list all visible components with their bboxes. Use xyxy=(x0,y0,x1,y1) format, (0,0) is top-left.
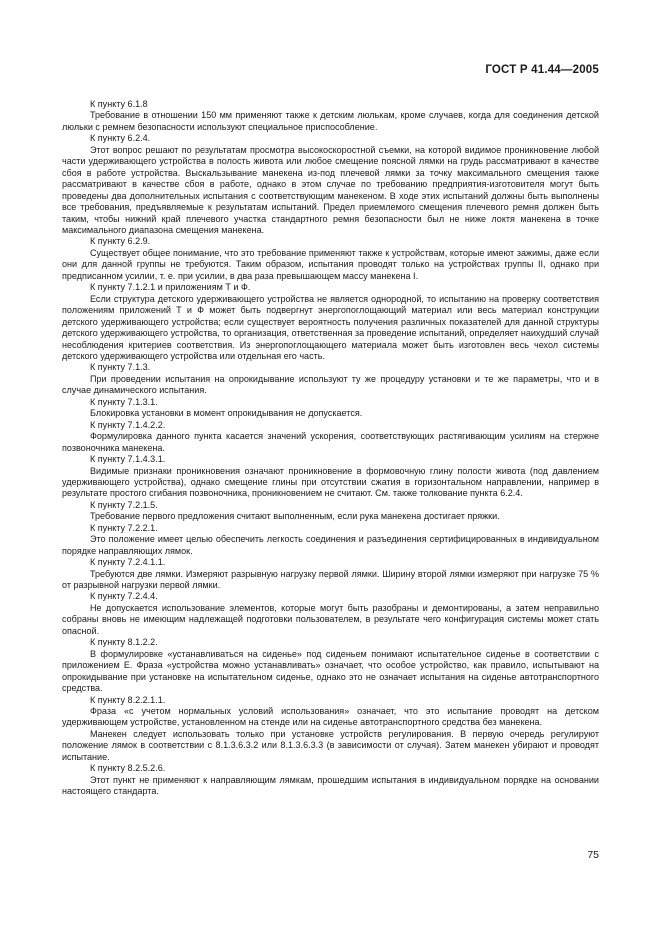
clause-reference: К пункту 7.1.4.3.1. xyxy=(90,454,166,465)
clause-reference: К пункту 6.1.8 xyxy=(90,99,148,109)
paragraph: Формулировка данного пункта касается значений ускорения, соответствующих растягивающим усилиям на стержне позвоночника манекена. xyxy=(62,431,599,453)
clause-reference: К пункту 8.1.2.2. xyxy=(90,637,158,648)
paragraph: Видимые признаки проникновения означают проникновение в формовочную глину полости живота (под давлением удерживающего устройства), однако смещение глины при отсутствии сжатия в горизонтальном направлении, например в результате простого сгибания позвоночника, проникновением не считают. См. также толкование пункта 6.2.4. xyxy=(62,465,599,499)
paragraph: Если структура детского удерживающего устройства не является однородной, то испытанию на проверку соответствия положениям приложений Т и Ф может быть подвергнут энергопоглощающий материал или весь материал конструкции детского удерживающего устройства; если существует вероятность получения различных показателей для данной структуры детского удерживающего устройства, то организация, ответственная за проведение испытаний, определяет наихудший случай несоблюдения критериев соответствия. Из энергопоглощающего материала может быть изготовлен весь чехол системы детского удерживающего устройства или отдельная его часть. xyxy=(62,293,599,361)
document-header: ГОСТ Р 41.44—2005 xyxy=(485,64,599,76)
clause-reference: К пункту 6.2.9. xyxy=(90,236,151,247)
paragraph: Это положение имеет целью обеспечить легкость соединения и разъединения сертифицированных в индивидуальном порядке направляющих лямок. xyxy=(62,534,599,556)
paragraph: В формулировке «устанавливаться на сиденье» под сиденьем понимают испытательное сиденье в соответствии с приложением Е. Фраза «устройства можно устанавливать» означает, что особое устройство, как правило, испытывают на опрокидывание при установке на испытательном сиденье, однако это не означает испытания на сиденье автотранспортного средства. xyxy=(62,648,599,694)
clause-reference: К пункту 7.1.4.2.2. xyxy=(90,419,166,430)
page-number: 75 xyxy=(587,849,599,861)
clause-reference: К пункту 7.2.4.1.1. xyxy=(90,557,166,568)
clause-reference: К пункту 8.2.2.1.1. xyxy=(90,694,166,705)
paragraph: Блокировка установки в момент опрокидывания не допускается. xyxy=(90,408,363,419)
clause-reference: К пункту 7.1.3. xyxy=(90,362,151,373)
paragraph: Этот вопрос решают по результатам просмотра высокоскоростной съемки, на которой видимое проникновение любой части удерживающего устройства в полость живота или любое смещение поясной лямки на грудь рассматривают в качестве сбоя в работе устройства. Выскальзывание манекена из-под плечевой лямки за точку максимального смещения также рассматривают в качестве сбоя в работе, однако в этом случае по требованию предприятия-изготовителя могут быть проведены два дополнительных испытания с соответствующим манекеном. В ходе этих испытаний должны быть выполнены все требования, предъявляемые к результатам испытаний. Предел приемлемого смещения плечевого ремня должен быть таким, чтобы нижний край плечевого участка стандартного ремня безопасности был не ниже локтя манекена в точке максимального диапазона смещения манекена. xyxy=(62,144,599,235)
paragraph: Этот пункт не применяют к направляющим лямкам, прошедшим испытания в индивидуальном порядке на основании настоящего стандарта. xyxy=(62,774,599,797)
paragraph: Требование в отношении 150 мм применяют также к детским люлькам, кроме случаев, когда для соединения детской люльки с ремнем безопасности используют специальное приспособление. xyxy=(62,110,599,132)
clause-reference: К пункту 7.2.1.5. xyxy=(90,499,158,510)
clause-reference: К пункту 7.2.4.4. xyxy=(90,591,158,602)
paragraph: Требование первого предложения считают выполненным, если рука манекена достигает пряжки. xyxy=(90,511,500,522)
paragraph: Не допускается использование элементов, которые могут быть разобраны и демонтированы, а затем неправильно собраны вновь не имеющим надлежащей подготовки пользователем, в результате чего конфигурация системы может стать опасной. xyxy=(62,602,599,636)
paragraph: Фраза «с учетом нормальных условий использования» означает, что это испытание проводят на детском удерживающем устройстве, установленном на стенде или на сиденье автотранспортного средства без манекена. xyxy=(62,706,599,728)
paragraph: При проведении испытания на опрокидывание используют ту же процедуру установки и те же параметры, что и в случае динамического испытания. xyxy=(62,373,599,396)
clause-reference: К пункту 7.1.2.1 и приложениям Т и Ф. xyxy=(90,282,251,293)
clause-reference: К пункту 7.1.3.1. xyxy=(90,396,158,407)
paragraph: Манекен следует использовать только при установке устройств регулирования. В первую очередь регулируют положение лямок в соответствии с 8.1.3.6.3.2 или 8.1.3.6.3.3 (в зависимости от случая). Затем манекен убирают и проводят испытание. xyxy=(62,728,599,762)
document-body xyxy=(62,99,599,798)
clause-reference: К пункту 6.2.4. xyxy=(90,133,151,144)
clause-reference: К пункту 7.2.2.1. xyxy=(90,522,158,533)
paragraph: Требуются две лямки. Измеряют разрывную нагрузку первой лямки. Ширину второй лямки измеряют при нагрузке 75 % от разрывной нагрузки первой лямки. xyxy=(62,568,599,591)
clause-reference: К пункту 8.2.5.2.6. xyxy=(90,763,166,774)
paragraph: Существует общее понимание, что это требование применяют также к устройствам, которые имеют зажимы, даже если они для данной группы не требуются. Таким образом, испытания проводят только на устройствах группы II, однако при предписанном усилии, т. е. при усилии, в два раза превышающем массу манекена I. xyxy=(62,247,599,281)
